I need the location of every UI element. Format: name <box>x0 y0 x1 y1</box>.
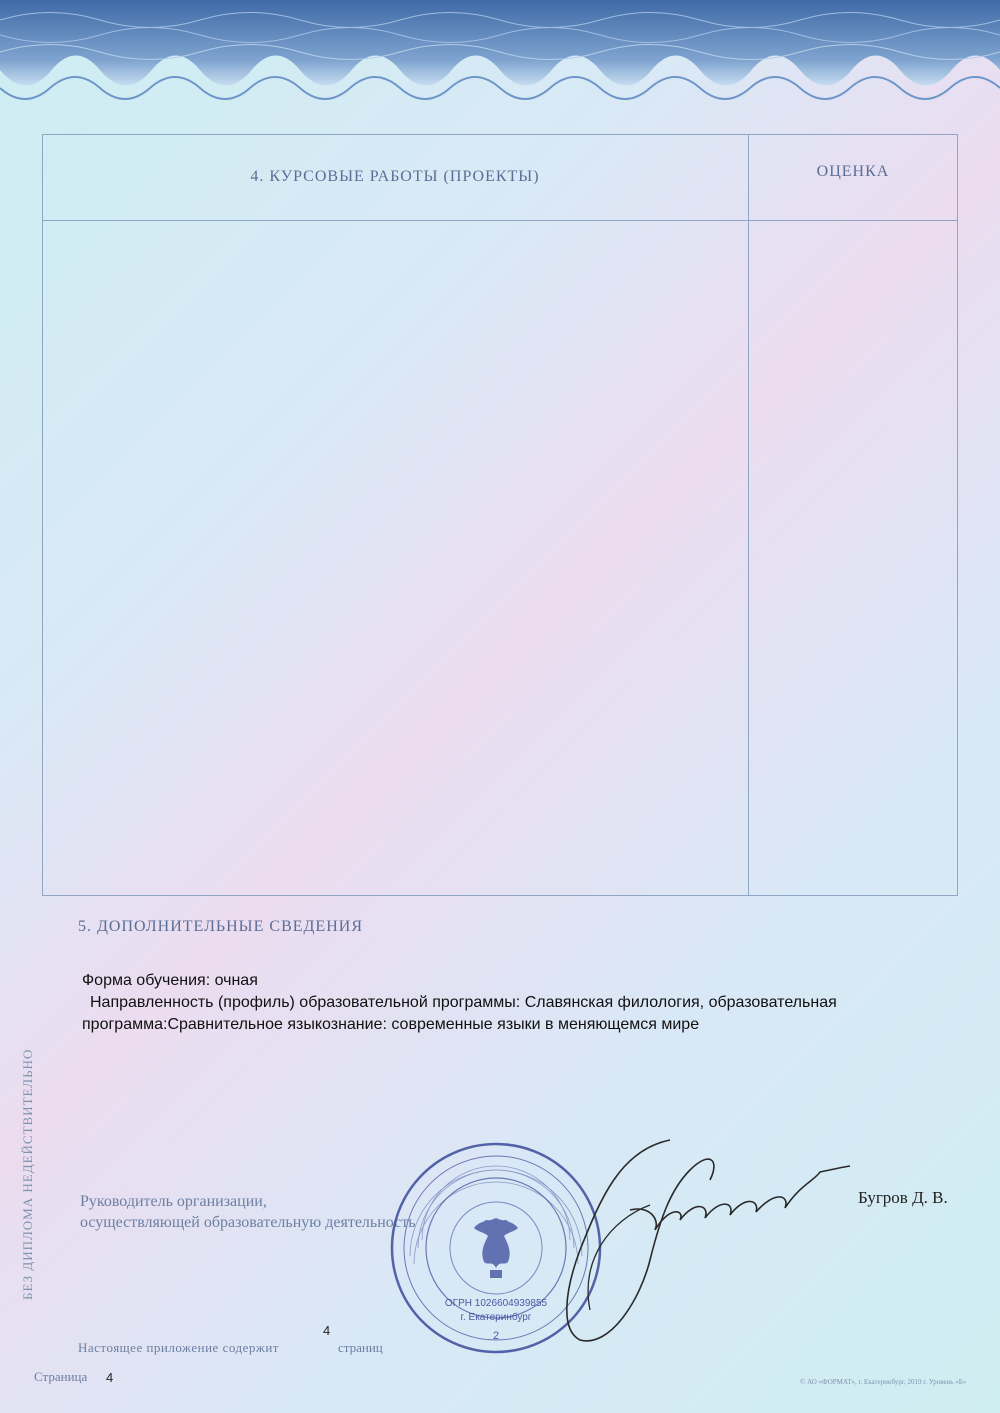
guilloche-border-pattern <box>0 0 1000 120</box>
eagle-emblem-icon <box>474 1218 518 1278</box>
table-border-bottom <box>42 895 958 896</box>
validity-side-note: БЕЗ ДИПЛОМА НЕДЕЙСТВИТЕЛЬНО <box>20 1048 35 1300</box>
program-name-line: программа:Сравнительное языкознание: современные языки в меняющемся мире <box>82 1016 700 1033</box>
coursework-column-header: 4. КУРСОВЫЕ РАБОТЫ (ПРОЕКТЫ) <box>250 168 540 185</box>
grade-column-header: ОЦЕНКА <box>816 163 890 180</box>
table-header-divider <box>42 220 958 221</box>
stamp-ogrn: ОГРН 1026604939855 <box>444 1298 548 1309</box>
table-border-left <box>42 134 43 896</box>
table-column-divider <box>748 134 749 896</box>
study-form-line: Форма обучения: очная <box>82 972 258 989</box>
stamp-city: г. Екатеринбург <box>460 1312 532 1323</box>
signature-label-line1: Руководитель организации, <box>80 1193 267 1210</box>
signer-name: Бугров Д. В. <box>858 1188 948 1207</box>
table-border-top <box>42 134 958 135</box>
table-border-right <box>957 134 958 896</box>
pages-count: 4 <box>323 1323 331 1338</box>
program-profile-line: Направленность (профиль) образовательной программы: Славянская филология, образовательная <box>90 994 837 1011</box>
signature-label-line2: осуществляющей образовательную деятельность <box>80 1214 416 1231</box>
page-label: Страница <box>34 1369 88 1384</box>
printer-imprint: © АО «ФОРМАТ», г. Екатеринбург, 2019 г. Уровень «Б» <box>800 1378 967 1386</box>
stamp-number: 2 <box>492 1330 500 1342</box>
pages-text-prefix: Настоящее приложение содержит <box>78 1340 279 1355</box>
page-number: 4 <box>106 1370 114 1385</box>
pages-text-suffix: страниц <box>338 1340 383 1355</box>
additional-info-title: 5. ДОПОЛНИТЕЛЬНЫЕ СВЕДЕНИЯ <box>78 918 363 935</box>
handwritten-signature <box>520 1110 860 1360</box>
